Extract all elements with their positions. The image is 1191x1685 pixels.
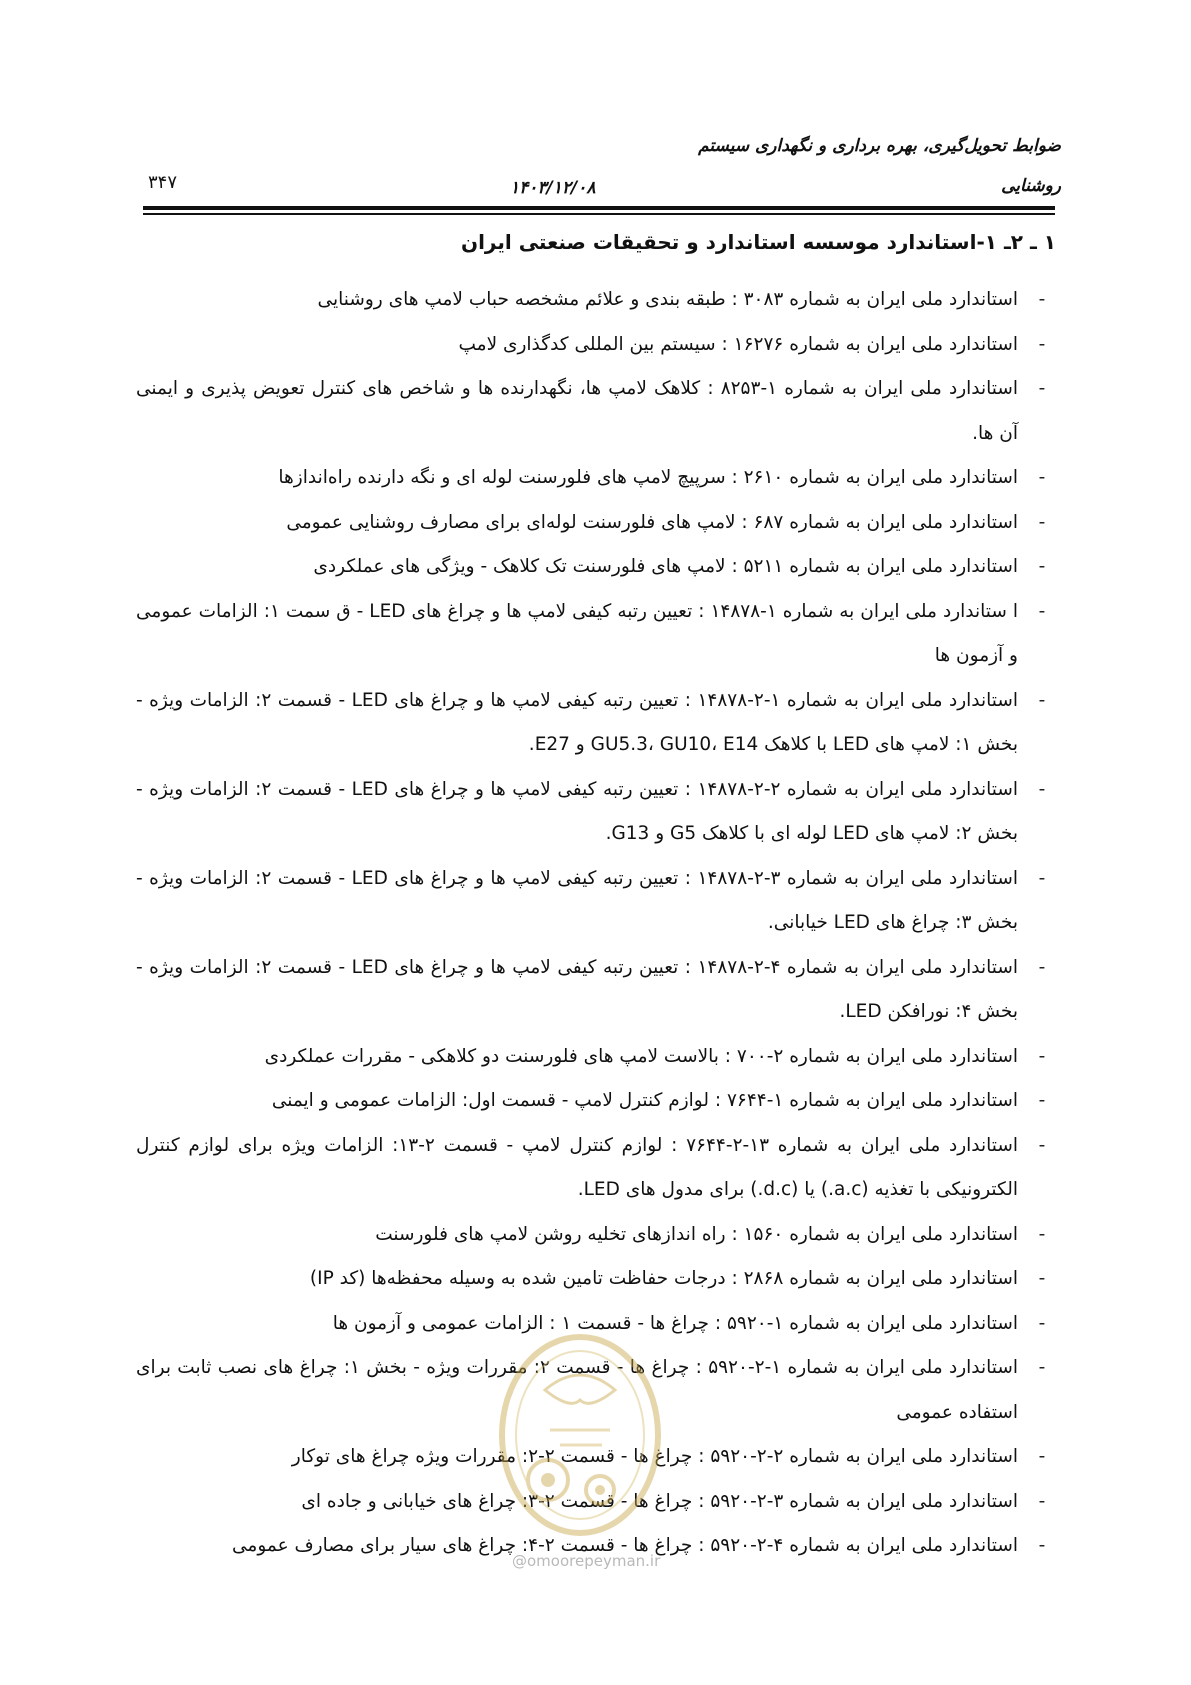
list-item (136, 1346, 1056, 1435)
dash-bullet: - (1038, 689, 1046, 711)
list-item (136, 590, 1056, 679)
dash-bullet: - (1038, 289, 1046, 310)
list-item-text: استاندارد ملی ایران به شماره ۱۵۶۰ : راه اندازهای تخلیه روشن لامپ های فلورسنت (375, 1223, 1018, 1245)
list-item-text: استاندارد ملی ایران به شماره ۳-۲-۱۴۸۷۸ : تعیین رتبه کیفی لامپ ها و چراغ های LED - قسمت ۲: الزامات ویژه - بخش ۳: چراغ های LED خیابانی. (136, 867, 1019, 933)
list-item (136, 545, 1056, 590)
dash-bullet: - (1038, 956, 1046, 978)
dash-bullet: - (1038, 1535, 1046, 1556)
dash-bullet: - (1038, 378, 1046, 399)
list-item-text: استاندارد ملی ایران به شماره ۱-۲-۱۴۸۷۸ : تعیین رتبه کیفی لامپ ها و چراغ های LED - قسمت ۲: الزامات ویژه - بخش ۱: لامپ های LED با کلاهک GU5.3، GU10، E14 و E27. (136, 689, 1019, 755)
header-title: ضوابط تحویل‌گیری، بهره برداری و نگهداری سیستم (698, 136, 1061, 156)
list-item-text: استاندارد ملی ایران به شماره ۱-۵۹۲۰ : چراغ ها - قسمت ۱ : الزامات عمومی و آزمون ها (332, 1312, 1018, 1334)
list-item-text: استاندارد ملی ایران به شماره ۴-۲-۵۹۲۰ : چراغ ها - قسمت ۲-۴: چراغ های سیار برای مصارف عمومی (232, 1535, 1018, 1556)
list-item-text: استاندارد ملی ایران به شماره ۶۸۷ : لامپ های فلورسنت لوله‌ای برای مصارف روشنایی عمومی (286, 511, 1018, 533)
dash-bullet: - (1038, 1357, 1046, 1378)
list-item (136, 1124, 1056, 1213)
list-item-text: استاندارد ملی ایران به شماره ۳-۲-۵۹۲۰ : چراغ ها - قسمت ۲-۳: چراغ های خیابانی و جاده ای (301, 1490, 1018, 1512)
list-item (136, 456, 1056, 501)
dash-bullet: - (1038, 467, 1046, 488)
section-heading: ۱ ـ ۲ـ ۱-استاندارد موسسه استاندارد و تحقیقات صنعتی ایران (461, 230, 1056, 254)
list-item (136, 501, 1056, 546)
list-item-text: استاندارد ملی ایران به شماره ۲۸۶۸ : درجات حفاظت تامین شده به وسیله محفظه‌ها (کد IP) (309, 1268, 1018, 1289)
watermark-text: @omoorepeyman.ir (512, 1552, 661, 1570)
list-item-text: استاندارد ملی ایران به شماره ۲-۲-۱۴۸۷۸ : تعیین رتبه کیفی لامپ ها و چراغ های LED - قسمت ۲: الزامات ویژه - بخش ۲: لامپ های LED لوله ای با کلاهک G5 و G13. (136, 778, 1019, 844)
dash-bullet: - (1038, 1446, 1046, 1467)
dash-bullet: - (1038, 1223, 1046, 1245)
list-item (136, 1035, 1056, 1080)
list-item-text: استاندارد ملی ایران به شماره ۲-۷۰۰ : بالاست لامپ های فلورسنت دو کلاهکی - مقررات عملکردی (264, 1045, 1018, 1067)
list-item-text: استاندارد ملی ایران به شماره ۱-۲-۵۹۲۰ : چراغ ها - قسمت ۲: مقررات ویژه - بخش ۱: چراغ های نصب ثابت برای استفاده عمومی (136, 1357, 1019, 1423)
list-item-text: استاندارد ملی ایران به شماره ۱-۸۲۵۳ : کلاهک لامپ ها، نگهدارنده ها و شاخص های کنترل تعویض پذیری و ایمنی آن ها. (136, 378, 1018, 444)
header-subtitle: روشنایی (1001, 176, 1061, 196)
dash-bullet: - (1038, 600, 1046, 622)
list-item-text: استاندارد ملی ایران به شماره ۴-۲-۱۴۸۷۸ : تعیین رتبه کیفی لامپ ها و چراغ های LED - قسمت ۲: الزامات ویژه - بخش ۴: نورافکن LED. (136, 956, 1019, 1022)
list-item (136, 323, 1056, 368)
list-item (136, 1302, 1056, 1347)
page-number: ۳۴۷ (148, 172, 178, 193)
list-item-text: استاندارد ملی ایران به شماره ۱-۷۶۴۴ : لوازم کنترل لامپ - قسمت اول: الزامات عمومی و ایمنی (271, 1090, 1018, 1111)
standards-list (136, 278, 1056, 1569)
list-item-text: استاندارد ملی ایران به شماره ۲۶۱۰ : سرپیچ لامپ های فلورسنت لوله ای و نگه دارنده راه‌اندازها (278, 467, 1018, 488)
dash-bullet: - (1038, 1312, 1046, 1334)
header-date: ۱۴۰۳/۱۲/۰۸ (510, 178, 596, 198)
dash-bullet: - (1038, 1134, 1046, 1156)
list-item (136, 1257, 1056, 1302)
list-item-text: استاندارد ملی ایران به شماره ۳۰۸۳ : طبقه بندی و علائم مشخصه حباب لامپ های روشنایی (317, 289, 1018, 310)
dash-bullet: - (1038, 556, 1046, 577)
list-item (136, 367, 1056, 456)
list-item-text: استاندارد ملی ایران به شماره ۱۶۲۷۶ : سیستم بین المللی کدگذاری لامپ (458, 333, 1018, 355)
list-item (136, 679, 1056, 768)
list-item-text: استاندارد ملی ایران به شماره ۱۳-۲-۷۶۴۴ : لوازم کنترل لامپ - قسمت ۲-۱۳: الزامات ویژه برای لوازم کنترل الکترونیکی با تغذیه (a.c.) یا (d.c.) برای مدول های LED. (136, 1134, 1019, 1200)
list-item (136, 1213, 1056, 1258)
list-item (136, 768, 1056, 857)
list-item-text: استاندارد ملی ایران به شماره ۵۲۱۱ : لامپ های فلورسنت تک کلاهک - ویژگی های عملکردی (313, 556, 1018, 577)
dash-bullet: - (1038, 333, 1046, 355)
list-item (136, 1079, 1056, 1124)
list-item-text: ا ستاندارد ملی ایران به شماره ۱-۱۴۸۷۸ : تعیین رتبه کیفی لامپ ها و چراغ های LED - ق سمت ۱: الزامات عمومی و آزمون ها (136, 600, 1018, 666)
dash-bullet: - (1038, 1045, 1046, 1067)
list-item (136, 946, 1056, 1035)
header-rule-thin (143, 213, 1055, 215)
dash-bullet: - (1038, 1090, 1046, 1111)
list-item-text: استاندارد ملی ایران به شماره ۲-۲-۵۹۲۰ : چراغ ها - قسمت ۲-۲: مقررات ویژه چراغ های توکار (291, 1446, 1018, 1467)
dash-bullet: - (1038, 867, 1046, 889)
dash-bullet: - (1038, 778, 1046, 800)
list-item (136, 1435, 1056, 1480)
dash-bullet: - (1038, 511, 1046, 533)
list-item (136, 857, 1056, 946)
list-item (136, 278, 1056, 323)
dash-bullet: - (1038, 1490, 1046, 1512)
dash-bullet: - (1038, 1268, 1046, 1289)
header-rule-thick (143, 206, 1055, 210)
list-item (136, 1480, 1056, 1525)
